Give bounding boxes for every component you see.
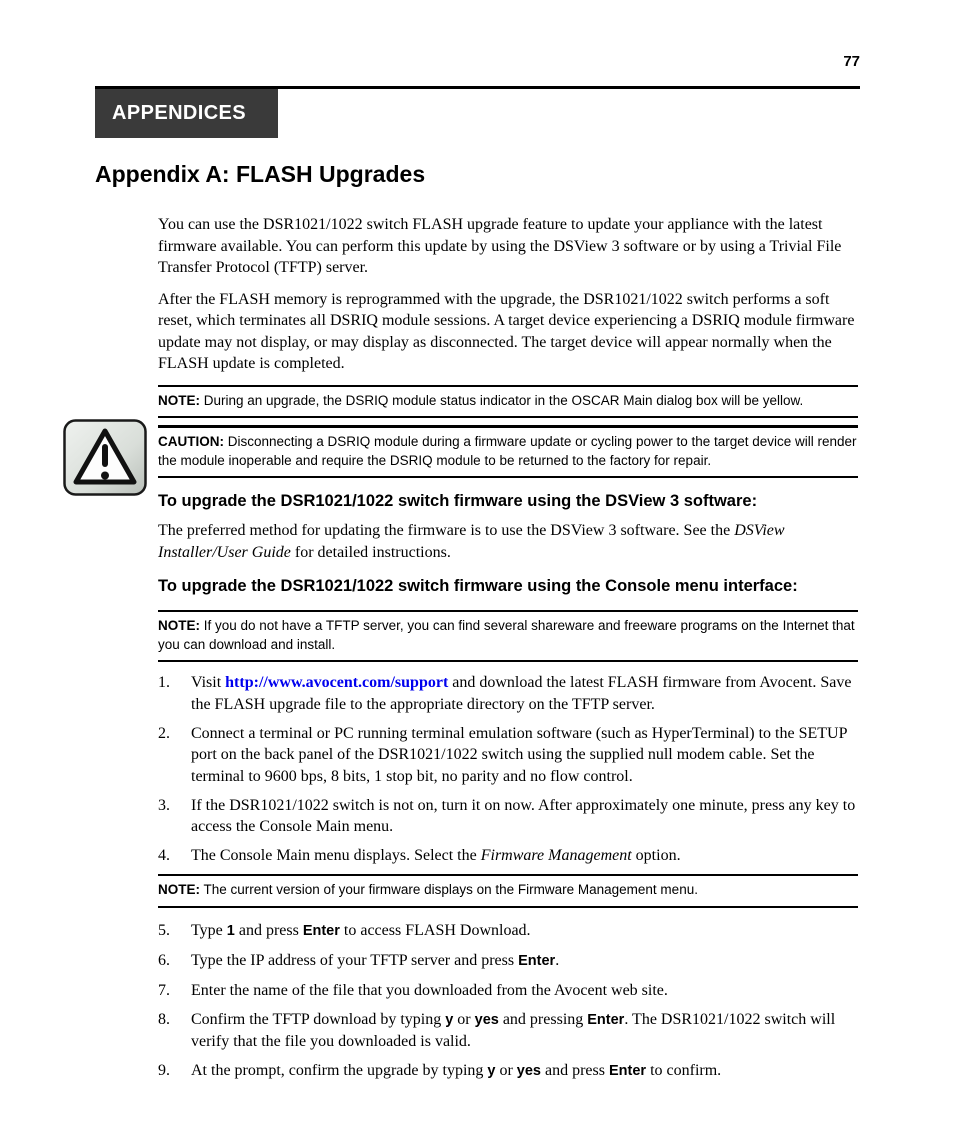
italic-text: DSView Installer/User Guide: [158, 522, 785, 561]
support-link[interactable]: http://www.avocent.com/support: [225, 674, 449, 691]
intro-paragraph-1: You can use the DSR1021/1022 switch FLASH upgrade feature to update your appliance with the latest firmware available. You can perform this update by using the DSView 3 software or by using a Trivial File Transfer Protocol (TFTP) server.: [158, 216, 842, 276]
appendices-banner-label: APPENDICES: [112, 102, 247, 124]
note-firmware-version: [158, 874, 858, 908]
page-title: Appendix A: FLASH Upgrades: [95, 161, 426, 187]
text-segment: for detailed instructions.: [290, 543, 451, 561]
step-text: [191, 1009, 858, 1053]
note-tftp-server: [158, 610, 858, 662]
text-segment: Confirm the TFTP download by typing: [191, 1010, 446, 1028]
text-segment: to access FLASH Download.: [339, 921, 531, 939]
step-number: 1.: [158, 674, 170, 691]
page-number: 77: [843, 53, 860, 70]
step-text: [191, 845, 858, 867]
keyboard-key-text: yes: [474, 1011, 499, 1028]
numbered-step: [158, 672, 858, 715]
warning-triangle-icon: [63, 419, 147, 496]
text-segment: Enter the name of the file that you downloaded from the Avocent web site.: [191, 981, 668, 999]
note-label: NOTE:: [158, 392, 200, 408]
note-label: NOTE:: [158, 618, 200, 633]
numbered-step: [158, 980, 858, 1002]
steps-list-5-9: [158, 920, 858, 1083]
step-text: [191, 723, 858, 788]
step-number: 5.: [158, 921, 170, 939]
note-dsriq-yellow: [158, 385, 858, 419]
keyboard-key-text: yes: [516, 1063, 541, 1079]
intro-paragraph-2: After the FLASH memory is reprogrammed with the upgrade, the DSR1021/1022 switch performs a soft reset, which terminates all DSRIQ module sessions. A target device experiencing a DSRIQ module firmware update may not display, or may display as disconnected. The target device will appear normally when the FLASH update is completed.: [158, 290, 855, 372]
step-text: [191, 1060, 858, 1083]
note-text: The current version of your firmware displays on the Firmware Management menu.: [200, 882, 698, 897]
text-segment: and press: [541, 1062, 609, 1079]
keyboard-key-text: y: [445, 1011, 454, 1028]
numbered-step: [158, 1009, 858, 1053]
keyboard-key-text: 1: [226, 922, 235, 939]
numbered-step: [158, 950, 858, 973]
step-number: 3.: [158, 796, 170, 814]
note-text: If you do not have a TFTP server, you can find several shareware and freeware programs on the Internet that you can download and install.: [158, 618, 855, 652]
text-segment: The Console Main menu displays. Select the: [191, 847, 481, 864]
step-text: [191, 672, 858, 715]
note-text: During an upgrade, the DSRIQ module status indicator in the OSCAR Main dialog box will be yellow.: [200, 392, 804, 408]
text-segment: or: [453, 1010, 475, 1028]
numbered-step: [158, 795, 858, 838]
heading-upgrade-console: To upgrade the DSR1021/1022 switch firmware using the Console menu interface:: [158, 577, 798, 595]
step-text: [191, 950, 858, 973]
step-text: [191, 920, 858, 943]
text-segment: Type the IP address of your TFTP server and press: [191, 951, 519, 969]
keyboard-key-text: Enter: [518, 952, 556, 969]
caution-text: Disconnecting a DSRIQ module during a firmware update or cycling power to the target device will render the module inoperable and require the DSRIQ module to be returned to the factory for repair.: [158, 434, 857, 468]
keyboard-key-text: Enter: [302, 922, 340, 939]
text-segment: Visit: [191, 674, 226, 691]
page-content: [158, 205, 858, 1090]
step-text: [191, 795, 858, 838]
step-number: 9.: [158, 1062, 170, 1079]
text-segment: .: [555, 951, 560, 969]
text-segment: to confirm.: [646, 1062, 722, 1079]
numbered-step: [158, 920, 858, 943]
text-segment: If the DSR1021/1022 switch is not on, turn it on now. After approximately one minute, press any key to access the Console Main menu.: [191, 796, 856, 835]
text-segment: . The DSR1021/1022 switch will verify that the file you downloaded is valid.: [191, 1010, 836, 1050]
numbered-step: [158, 723, 858, 788]
appendices-banner: [95, 89, 278, 138]
text-segment: or: [495, 1062, 517, 1079]
step-number: 7.: [158, 981, 170, 999]
heading-upgrade-dsview: To upgrade the DSR1021/1022 switch firmware using the DSView 3 software:: [158, 492, 758, 510]
text-segment: and pressing: [498, 1010, 588, 1028]
step-number: 4.: [158, 847, 170, 864]
text-segment: Type: [191, 921, 227, 939]
note-label: NOTE:: [158, 882, 200, 897]
caution-note: [158, 425, 858, 478]
keyboard-key-text: Enter: [608, 1063, 647, 1079]
text-segment: At the prompt, confirm the upgrade by typing: [191, 1062, 488, 1079]
dsview-paragraph: [158, 520, 858, 563]
text-segment: Connect a terminal or PC running terminal emulation software (such as HyperTerminal) to the SETUP port on the back panel of the DSR1021/1022 switch using the supplied null modem cable. Set the terminal to 9600 bps, 8 bits, 1 stop bit, no parity and no flow control.: [191, 724, 847, 785]
step-number: 6.: [158, 951, 170, 969]
italic-text: Firmware Management: [480, 847, 632, 864]
text-segment: and download the latest FLASH firmware from Avocent. Save the FLASH upgrade file to the appropriate directory on the TFTP server.: [191, 674, 852, 713]
numbered-step: [158, 845, 858, 867]
keyboard-key-text: y: [487, 1063, 496, 1079]
numbered-step: [158, 1060, 858, 1083]
text-segment: The preferred method for updating the firmware is to use the DSView 3 software. See the: [158, 522, 735, 539]
step-text: [191, 980, 858, 1002]
text-segment: and press: [234, 921, 303, 939]
step-number: 2.: [158, 724, 170, 742]
caution-block: [158, 425, 858, 478]
text-segment: option.: [631, 847, 681, 864]
steps-list-1-4: [158, 672, 858, 867]
caution-label: CAUTION:: [158, 434, 224, 449]
step-number: 8.: [158, 1010, 170, 1028]
keyboard-key-text: Enter: [587, 1011, 625, 1028]
